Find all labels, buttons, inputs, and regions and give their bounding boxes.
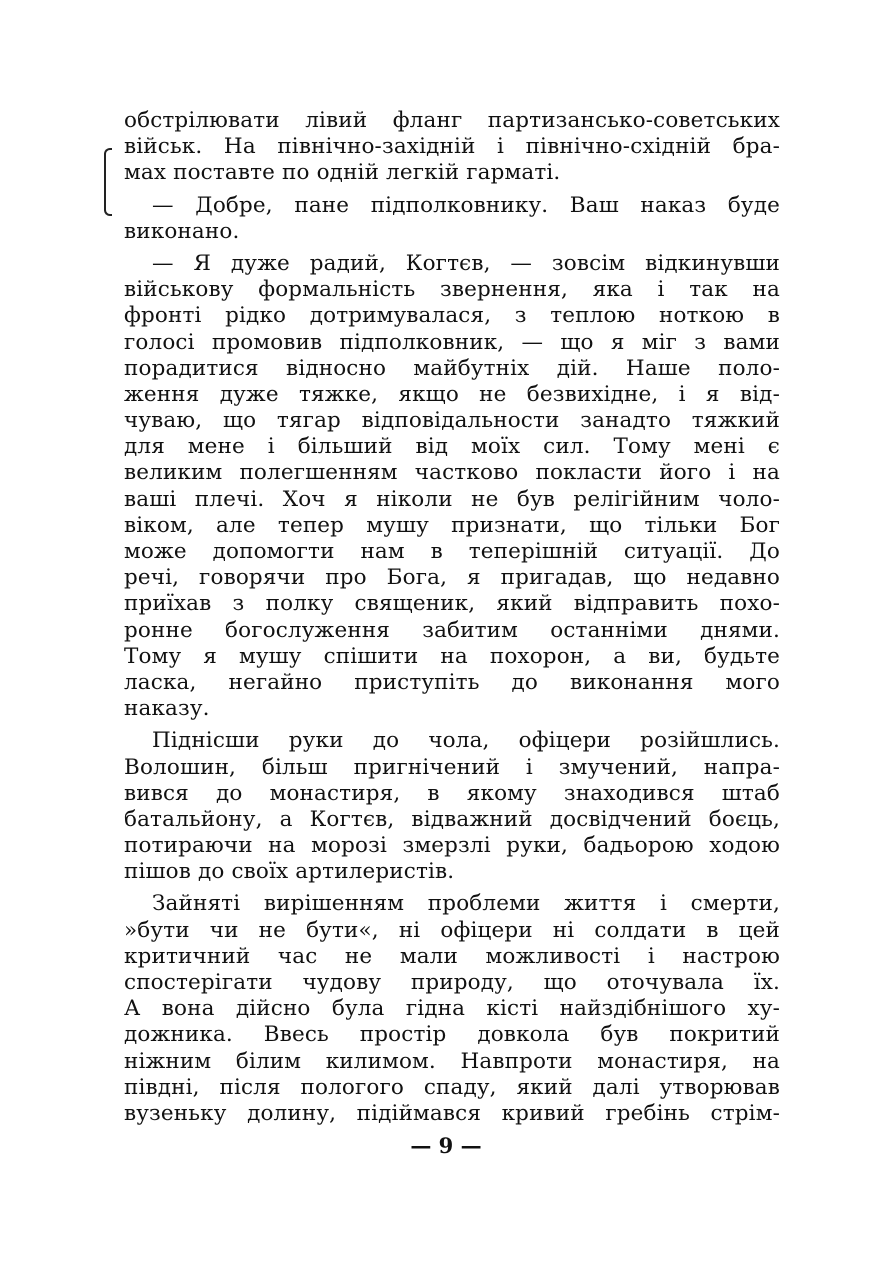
text-line: речі, говорячи про Бога, я пригадав, що недавно (124, 565, 780, 591)
text-line: голосі промовив підполковник, — що я міг з вами (124, 329, 780, 355)
paragraph (124, 891, 780, 1127)
text-line: А вона дійсно була гідна кісті найздібнішого ху- (124, 996, 780, 1022)
text-line: приїхав з полку священик, який відправить похо- (124, 591, 780, 617)
text-line: віком, але тепер мушу признати, що тільки Бог (124, 512, 780, 538)
text-line: — Добре, пане підполковнику. Ваш наказ буде (152, 192, 780, 218)
text-line: Тому я мушу спішити на похорон, а ви, будьте (124, 643, 780, 669)
text-line: критичний час не мали можливості і настрою (124, 943, 780, 969)
text-line: наказу. (124, 696, 210, 722)
text-line: військ. На північно-західній і північно-східній бра- (124, 134, 780, 160)
text-line: вузеньку долину, підіймався кривий гребінь стрім- (124, 1100, 780, 1126)
paragraph (124, 251, 780, 722)
text-line: — Я дуже радий, Когтєв, — зовсім відкинувши (152, 250, 780, 276)
text-line: Піднісши руки до чола, офіцери розійшлись. (152, 728, 780, 754)
text-line: »бути чи не бути«, ні офіцери ні солдати в цей (124, 917, 780, 943)
text-line: півдні, після пологого спаду, який далі утворював (124, 1074, 780, 1100)
margin-bracket-mark (104, 148, 112, 216)
text-line: військову формальність звернення, яка і так на (124, 277, 780, 303)
paragraph (124, 728, 780, 885)
text-line: пішов до своїх артилеристів. (124, 859, 455, 885)
text-line: Зайняті вирішенням проблеми життя і смерти, (152, 891, 780, 917)
text-line: може допомогти нам в теперішній ситуації. До (124, 539, 780, 564)
text-line: потираючи на морозі змерзлі руки, бадьорою ходою (124, 833, 780, 859)
text-line: ласка, негайно приступіть до виконання мого (124, 669, 780, 695)
text-line: батальйону, а Когтєв, відважний досвідчений боєць, (124, 806, 780, 832)
text-line: порадитися відносно майбутніх дій. Наше поло- (124, 355, 780, 381)
text-line: для мене і більший від моїх сил. Тому мені є (124, 434, 780, 460)
text-line: фронті рідко дотримувалася, з теплою ноткою в (124, 303, 780, 329)
text-line: дожника. Ввесь простір довкола був покритий (124, 1022, 780, 1048)
text-line: ваші плечі. Хоч я ніколи не був релігійним чоло- (124, 486, 780, 512)
text-line: вився до монастиря, в якому знаходився штаб (124, 780, 780, 806)
text-line: ронне богослуження забитим останніми днями. (124, 617, 780, 643)
text-line: великим полегшенням частково покласти його і на (124, 460, 780, 486)
page-number: — 9 — (410, 1133, 482, 1158)
paragraph (124, 108, 780, 187)
text-line: виконано. (124, 218, 240, 244)
text-line: ження дуже тяжке, якщо не безвихідне, і я від- (124, 381, 780, 407)
paragraph (124, 193, 780, 245)
text-line: Волошин, більш пригнічений і змучений, напра- (124, 754, 780, 780)
text-line: ніжним білим килимом. Навпроти монастиря, на (124, 1048, 780, 1074)
text-line: мах поставте по одній легкій гарматі. (124, 160, 561, 186)
body-text (124, 108, 780, 1127)
text-line: спостерігати чудову природу, що оточувала їх. (124, 970, 780, 995)
text-line: чуваю, що тягар відповідальности занадто тяжкий (124, 408, 780, 434)
text-line: обстрілювати лівий фланг партизансько-советських (124, 108, 780, 133)
